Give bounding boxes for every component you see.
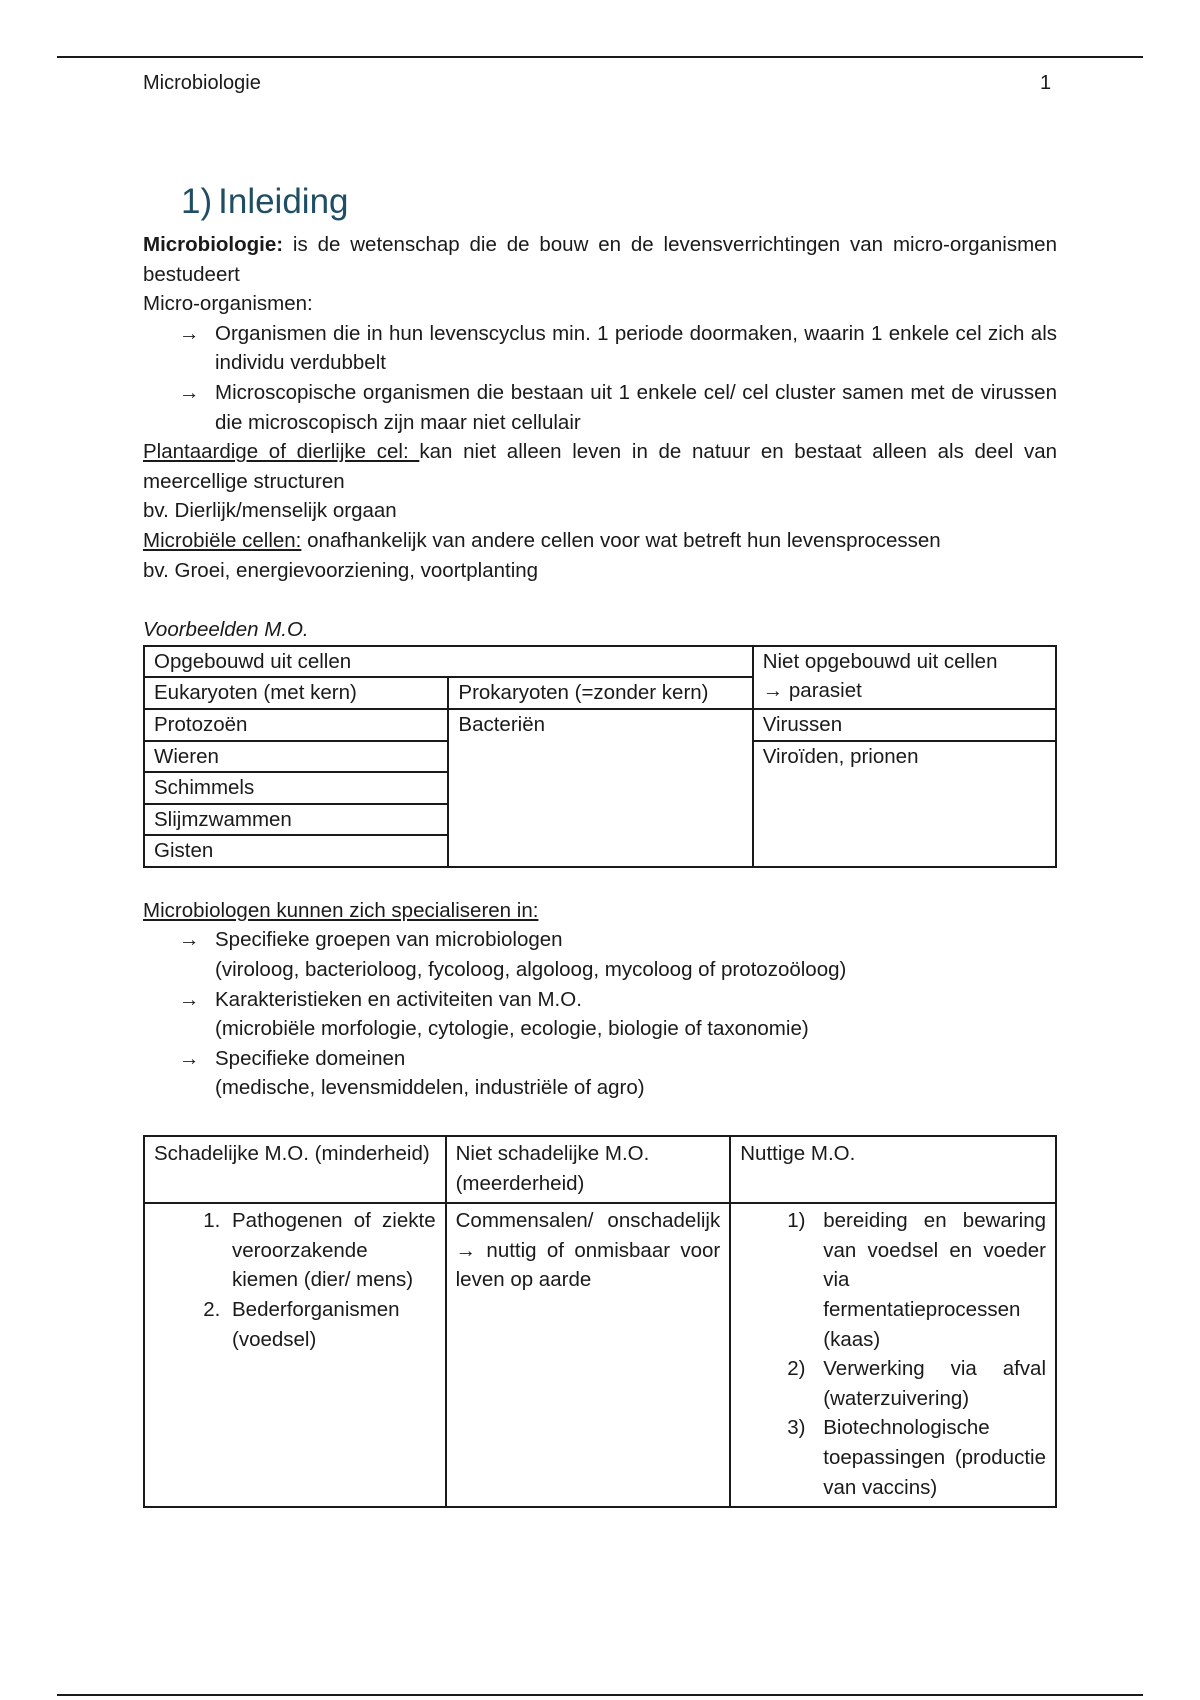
table-cell: Prokaryoten (=zonder kern) — [448, 677, 752, 709]
table-header-cell: Niet schadelijke M.O. (meerderheid) — [446, 1136, 731, 1203]
item-number: 1) — [787, 1209, 806, 1233]
arrow-icon: → — [179, 380, 200, 404]
table-header-cell: Schadelijke M.O. (minderheid) — [144, 1136, 446, 1203]
running-header-title: Microbiologie — [143, 72, 261, 94]
specialize-item-sub: (microbiële morfologie, cytologie, ecologie, biologie of taxonomie) — [215, 1017, 809, 1041]
header-rule — [57, 56, 1143, 58]
table-cell: Viroïden, prionen — [753, 741, 1056, 867]
list-item — [740, 1206, 1046, 1354]
table-row — [144, 646, 1056, 678]
not-built-sub: → parasiet — [762, 679, 862, 703]
harmful-list — [154, 1206, 436, 1354]
list-item — [143, 319, 1057, 378]
definition-term: Microbiologie: — [143, 233, 284, 256]
table-row — [144, 1136, 1056, 1203]
specialize-label: Microbiologen kunnen zich specialiseren in: — [143, 898, 539, 922]
section-number: 1) — [181, 182, 213, 221]
specialize-item-text: Specifieke groepen van microbiologen — [215, 928, 563, 952]
definition-text: is de wetenschap die de bouw en de levensverrichtingen van micro-organismen bestudeert — [143, 233, 1057, 286]
table-cell — [730, 1203, 1056, 1507]
table-cell: Opgebouwd uit cellen — [144, 646, 753, 678]
table-cell: Slijmzwammen — [144, 804, 448, 836]
specialize-item-text: Specifieke domeinen — [215, 1046, 406, 1070]
table-cell: Eukaryoten (met kern) — [144, 677, 448, 709]
table-cell — [753, 646, 1056, 709]
arrow-icon: → — [179, 928, 200, 952]
microbial-paragraph — [143, 526, 1057, 556]
list-item — [143, 925, 1057, 984]
microbial-text: onafhankelijk van andere cellen voor wat betreft hun levensprocessen — [301, 528, 941, 552]
specialize-list — [143, 925, 1057, 1103]
microbial-label: Microbiële cellen: — [143, 528, 302, 552]
plant-label: Plantaardige of dierlijke cel: — [143, 440, 420, 464]
specialize-item-text: Karakteristieken en activiteiten van M.O. — [215, 987, 582, 1011]
page-number: 1 — [1040, 72, 1052, 94]
plant-example: bv. Dierlijk/menselijk orgaan — [143, 499, 397, 523]
table-cell: Gisten — [144, 835, 448, 867]
list-item — [143, 378, 1057, 437]
specialize-item-sub: (viroloog, bacterioloog, fycoloog, algoloog, mycoloog of protozoöloog) — [215, 958, 847, 982]
mo-label: Micro-organismen: — [143, 292, 313, 316]
table-header-cell: Nuttige M.O. — [730, 1136, 1056, 1203]
list-item — [740, 1413, 1046, 1502]
table1-caption: Voorbeelden M.O. — [143, 618, 309, 642]
list-item — [143, 1044, 1057, 1103]
table-cell: Schimmels — [144, 772, 448, 804]
item-text: Biotechnologische toepassingen (productie van vaccins) — [823, 1416, 1046, 1499]
not-built-text: Niet opgebouwd uit cellen — [762, 649, 998, 673]
list-item: 2. Bederforganismen (voedsel) — [226, 1295, 436, 1354]
item-number: 2) — [787, 1357, 806, 1381]
arrow-icon: → — [179, 321, 200, 345]
table-row — [144, 709, 1056, 741]
definition-paragraph — [143, 230, 1057, 289]
specialize-item-sub: (medische, levensmiddelen, industriële of agro) — [215, 1076, 645, 1100]
useful-list — [740, 1206, 1046, 1502]
item-number: 3) — [787, 1416, 806, 1440]
list-item: 1. Pathogenen of ziekte veroorzakende kiemen (dier/ mens) — [226, 1206, 436, 1295]
mo-item-text: Microscopische organismen die bestaan uit 1 enkele cel/ cel cluster samen met de virussen die microscopisch zijn maar niet cellulair — [215, 380, 1057, 434]
table-row — [144, 1203, 1056, 1507]
plant-paragraph — [143, 437, 1057, 496]
page-body — [143, 180, 1057, 1508]
item-text: bereiding en bewaring van voedsel en voeder via fermentatieprocessen (kaas) — [823, 1209, 1046, 1351]
microbial-example: bv. Groei, energievoorziening, voortplanting — [143, 558, 539, 582]
mo-list — [143, 319, 1057, 437]
section-heading — [181, 180, 1057, 224]
mo-types-table — [143, 1135, 1057, 1508]
table-cell: Virussen — [753, 709, 1056, 741]
arrow-icon: → — [179, 1046, 200, 1070]
plant-text: kan niet alleen leven in de natuur en bestaat alleen als deel van meercellige structuren — [143, 440, 1058, 493]
mo-item-text: Organismen die in hun levenscyclus min. 1 periode doormaken, waarin 1 enkele cel zich als individu verdubbelt — [215, 321, 1057, 375]
examples-table — [143, 645, 1057, 868]
table-cell: Protozoën — [144, 709, 448, 741]
section-title: Inleiding — [218, 182, 349, 221]
arrow-icon: → — [179, 987, 200, 1011]
table-cell: Commensalen/ onschadelijk → nuttig of onmisbaar voor leven op aarde — [446, 1203, 731, 1507]
table-cell: Wieren — [144, 741, 448, 773]
list-item — [740, 1354, 1046, 1413]
table-cell — [144, 1203, 446, 1507]
footer-rule — [57, 1694, 1143, 1696]
list-item — [143, 985, 1057, 1044]
table-cell: Bacteriën — [448, 709, 752, 867]
item-text: Verwerking via afval (waterzuivering) — [823, 1357, 1046, 1410]
